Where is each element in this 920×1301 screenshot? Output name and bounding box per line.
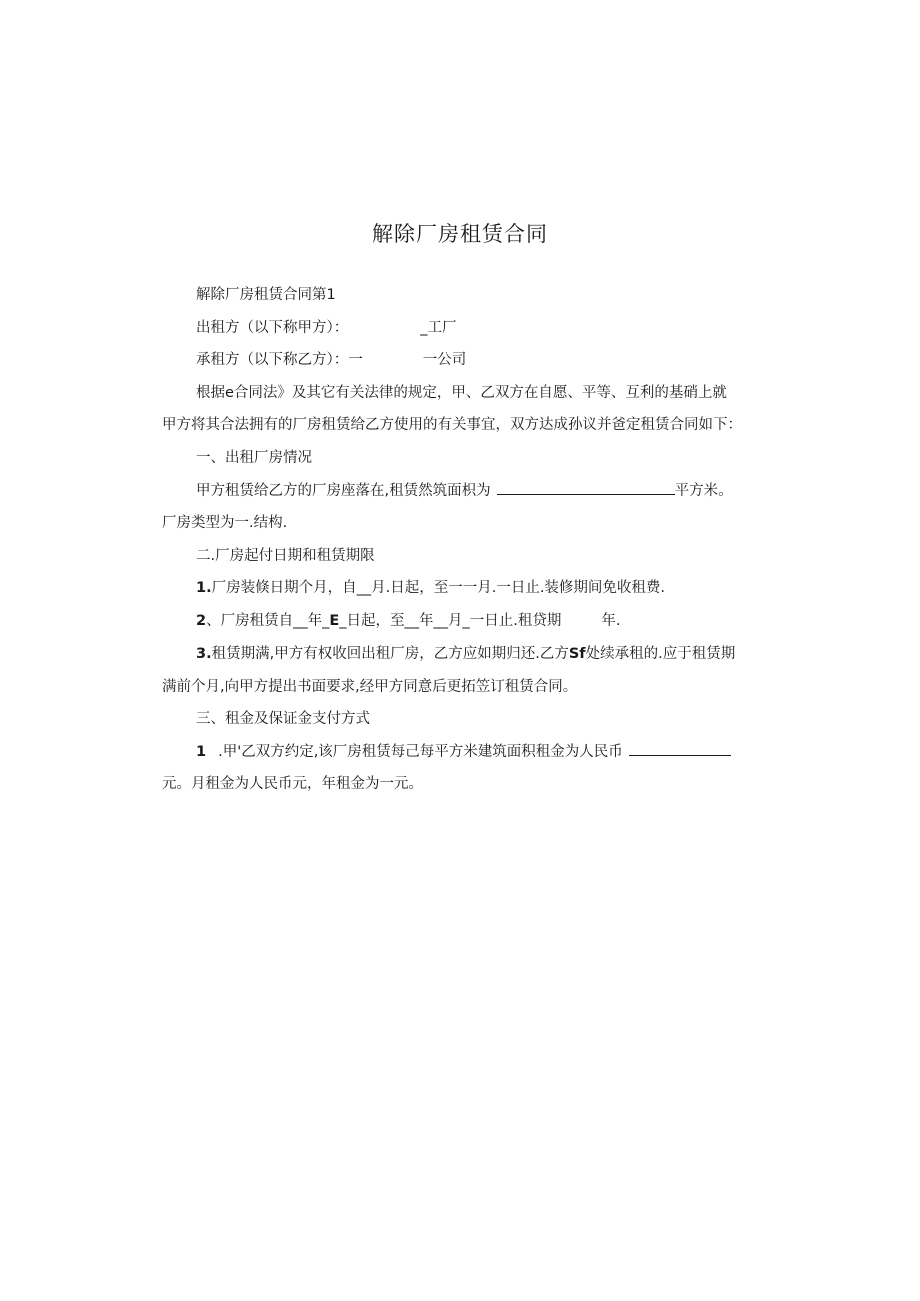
- item-3-1-number: 1: [196, 744, 207, 760]
- section1-line-2: 厂房类型为一.结构.: [162, 515, 288, 531]
- section1-text-b: 平方米。: [674, 483, 733, 499]
- intro-line-2: 甲方将其合法拥有的厂房租赁给乙方使用的有关事宜，双方达成孙议并爸定租赁合同如下：: [162, 417, 742, 433]
- document-subtitle: [196, 285, 336, 305]
- item-3-1-line-1: [196, 742, 731, 762]
- item-2-3-line-1: [196, 644, 735, 664]
- section1-heading: 一、出租厂房情况: [196, 450, 312, 466]
- rent-blank: [629, 742, 731, 756]
- lessor-value: _工厂: [420, 320, 457, 336]
- item-2-2-e: E: [329, 613, 340, 629]
- item-2-3-text-b: 处续承租的.应于租赁期: [585, 646, 736, 662]
- item-2-3-text-a: 租赁期满,甲方有权收回出租厂房，乙方应如期归还.乙方: [211, 646, 569, 662]
- section3-heading: 三、租金及保证金支付方式: [196, 711, 370, 727]
- lessee-label: 承租方（以下称乙方）：一: [196, 352, 363, 368]
- section2-heading: 二.厂房起付日期和租赁期限: [196, 548, 375, 564]
- item-2-1-number: 1.: [196, 580, 212, 596]
- area-blank: [497, 481, 675, 495]
- lessor-line: [196, 318, 457, 338]
- lessor-label: 出租方（以下称甲方）：: [196, 320, 349, 336]
- section1-text-a: 甲方租赁给乙方的厂房座落在,租赁然筑面枳为: [196, 483, 491, 499]
- item-2-1-text: 厂房装倏日期个月，自__月.日起，至一一月.一日止.装修期间免收租费.: [211, 580, 666, 596]
- item-3-1-line-2: 元。月租金为人民币元，年租金为一元。: [162, 776, 423, 792]
- document-title: 解除厂房租赁合同: [372, 222, 548, 246]
- item-2-2-text-b: _日起，至__年__月_一日止.租贷期: [339, 613, 562, 629]
- item-2-2: [196, 611, 620, 631]
- subtitle-text: 解除厂房租赁合同第1: [196, 287, 336, 303]
- item-2-3-sf: Sf: [568, 646, 586, 662]
- item-2-2-text-a: 、厂房租赁自__年_: [206, 613, 330, 629]
- item-2-2-number: 2: [196, 613, 207, 629]
- item-2-3-line-2: 满前个月,向甲方提出书面要求,经甲方同意后更拓笠订租赁合同。: [162, 679, 578, 695]
- lessee-value: 一公司: [422, 352, 467, 368]
- item-2-2-text-c: 年.: [601, 613, 621, 629]
- item-3-1-text: .甲'乙双方约定,该厂房租赁每己每平方米建筑面积租金为人民币: [218, 744, 623, 760]
- intro-line-1: 根据e合同法》及其它有关法律的规定，甲、乙双方在自愿、平等、互利的基硝上就: [196, 385, 727, 401]
- item-2-3-number: 3.: [196, 646, 212, 662]
- lessee-line: [196, 350, 466, 370]
- item-2-1: [196, 578, 665, 598]
- section1-line-1: [196, 481, 733, 501]
